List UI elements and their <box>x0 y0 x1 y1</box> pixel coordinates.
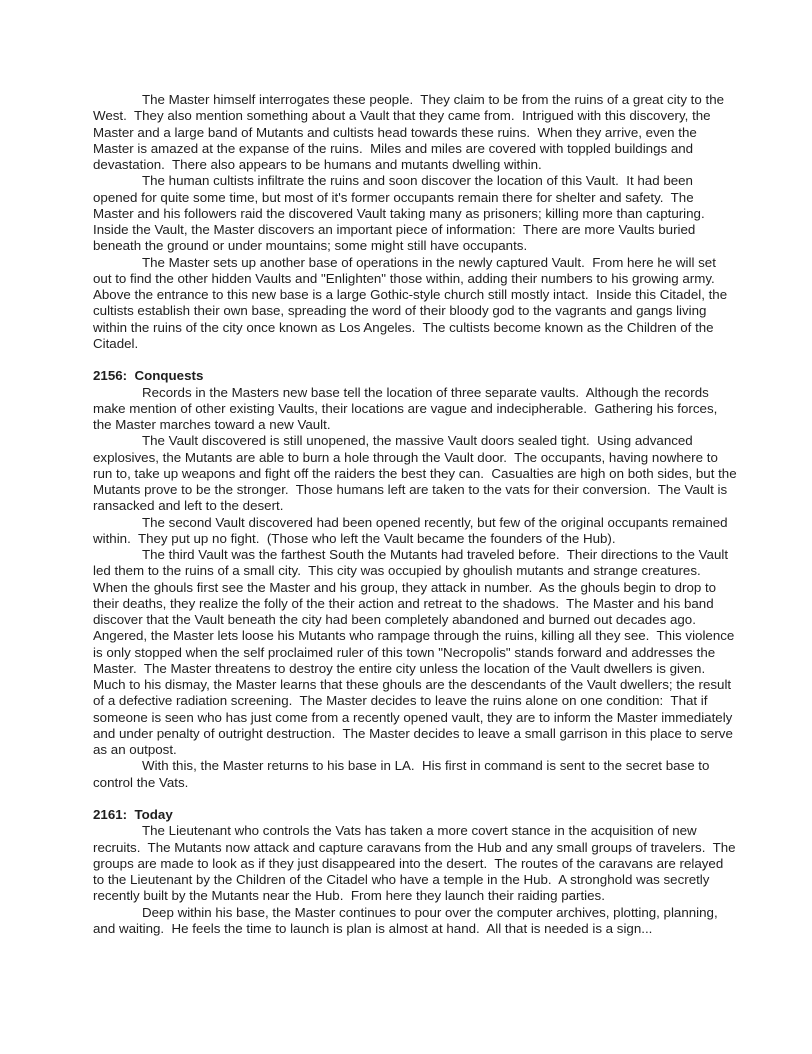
paragraph-cultists-infiltrate: The human cultists infiltrate the ruins and soon discover the location of this Vault. It had been opened for quite some time, but most of it's former occupants remain there for shelter and safety. The Master and his followers raid the discovered Vault taking many as prisoners; killing more than capturing. Inside the Vault, the Master discovers an important piece of information: There are more Vaults buried beneath the ground or under mountains; some might still have occupants. <box>93 173 713 254</box>
paragraph-lieutenant-vats: The Lieutenant who controls the Vats has taken a more covert stance in the acquisition of new recruits. The Mutants now attack and capture caravans from the Hub and any small groups of travelers. The groups are made to look as if they just disappeared into the desert. The routes of the caravans are relayed to the Lieutenant by the Children of the Citadel who have a temple in the Hub. A stronghold was secretly recently built by the Mutants near the Hub. From here they launch their raiding parties. <box>93 823 740 904</box>
paragraph-master-interrogates: The Master himself interrogates these people. They claim to be from the ruins of a great city to the West. They also mention something about a Vault that they came from. Intrigued with this discovery, the Master and a large band of Mutants and cultists head towards these ruins. When they arrive, even the Master is amazed at the expanse of the ruins. Miles and miles are covered with toppled buildings and devastation. There also appears to be humans and mutants dwelling within. <box>93 92 728 172</box>
paragraph-new-base-citadel: The Master sets up another base of operations in the newly captured Vault. From here he will set out to find the other hidden Vaults and "Enlighten" those within, adding their numbers to his growing army. Above the entrance to this new base is a large Gothic-style church still mostly intact. Inside this Citadel, the cultists establish their own base, spreading the word of their bloody god to the vagrants and gangs living within the ruins of the city once known as Los Angeles. The cultists become known as the Children of the Citadel. <box>93 254 731 351</box>
paragraph-second-vault: The second Vault discovered had been opened recently, but few of the original occupants remained within. They put up no fight. (Those who left the Vault became the founders of the Hub). <box>93 514 732 546</box>
section-heading-2156-conquests: 2156: Conquests <box>93 368 204 384</box>
section-heading-2161-today: 2161: Today <box>93 807 173 822</box>
paragraph-records-three-vaults: Records in the Masters new base tell the location of three separate vaults. Although the records make mention of other existing Vaults, their locations are vague and indecipherable. Gathering his forces, the Master marches toward a new Vault. <box>93 384 722 432</box>
document-body <box>93 92 741 937</box>
paragraph-master-plotting: Deep within his base, the Master continues to pour over the computer archives, plotting, planning, and waiting. He feels the time to launch is plan is almost at hand. All that is needed is a sign... <box>93 904 722 936</box>
paragraph-master-returns-la: With this, the Master returns to his base in LA. His first in command is sent to the secret base to control the Vats. <box>93 758 714 790</box>
paragraph-third-vault-necropolis: The third Vault was the farthest South the Mutants had traveled before. Their directions to the Vault led them to the ruins of a small city. This city was occupied by ghoulish mutants and strange creatures. When the ghouls first see the Master and his group, they attack in number. As the ghouls begin to drop to their deaths, they realize the folly of the their action and retreat to the shadows. The Master and his band discover that the Vault beneath the city had been completely abandoned and burned out decades ago. Angered, the Master lets loose his Mutants who rampage through the ruins, killing all they see. This violence is only stopped when the self proclaimed ruler of this town "Necropolis" stands forward and addresses the Master. The Master threatens to destroy the entire city unless the location of the Vault dwellers is given. Much to his dismay, the Master learns that these ghouls are the descendants of the Vault dwellers; the result of a defective radiation screening. The Master decides to leave the ruins alone on one condition: That if someone is seen who has just come from a recently opened vault, they are to inform the Master immediately and under penalty of outright destruction. The Master decides to leave a small garrison in this place to serve as an outpost. <box>93 547 739 757</box>
paragraph-first-vault-unopened: The Vault discovered is still unopened, the massive Vault doors sealed tight. Using advanced explosives, the Mutants are able to burn a hole through the Vault door. The occupants, having nowhere to run to, take up weapons and fight off the raiders the best they can. Casualties are high on both sides, but the Mutants prove to be the stronger. Those humans left are taken to the vats for their conversion. The Vault is ransacked and left to the desert. <box>93 433 741 514</box>
